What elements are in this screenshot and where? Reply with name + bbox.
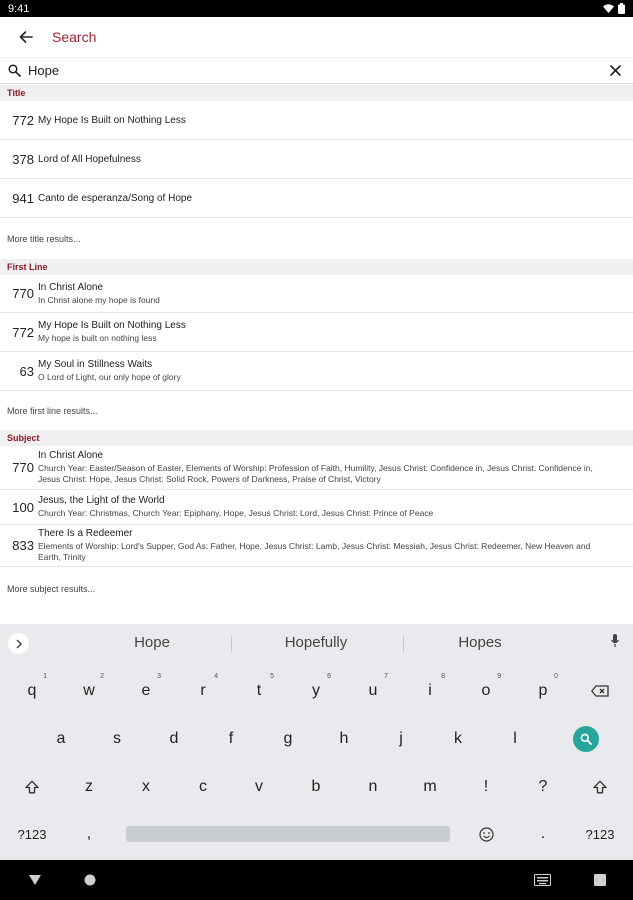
search-icon [0, 64, 28, 77]
page-title: Search [52, 29, 97, 45]
hymn-first-line: In Christ alone my hope is found [38, 294, 160, 305]
battery-icon [618, 3, 625, 14]
emoji-icon [479, 827, 494, 842]
list-item[interactable] [0, 140, 633, 179]
key-s[interactable]: s [113, 730, 121, 747]
microphone-icon[interactable] [611, 634, 619, 648]
key-o[interactable]: o 9 [481, 673, 501, 699]
suggestion-1[interactable]: Hope [134, 634, 170, 651]
suggestion-3[interactable]: Hopes [458, 634, 502, 651]
key-exclamation[interactable]: ! [483, 778, 489, 795]
hymn-number: 378 [12, 151, 34, 167]
key-b[interactable]: b [311, 778, 321, 795]
shift-icon [25, 780, 39, 794]
spacebar[interactable] [126, 826, 450, 842]
hymn-number: 833 [12, 538, 34, 553]
hymn-number: 770 [12, 286, 34, 301]
suggestion-bar [0, 624, 633, 662]
app-bar [0, 17, 633, 58]
chevron-right-icon[interactable] [8, 633, 29, 654]
clear-search-button[interactable] [597, 65, 633, 76]
nav-recents-icon[interactable] [594, 874, 606, 886]
key-i[interactable]: i 8 [428, 673, 445, 699]
list-item[interactable] [0, 490, 633, 525]
key-f[interactable]: f [228, 730, 234, 747]
key-y[interactable]: y 6 [312, 673, 331, 699]
backspace-icon [591, 685, 609, 697]
list-item[interactable] [0, 313, 633, 352]
hymn-title: In Christ Alone [38, 450, 104, 461]
key-period[interactable]: . [540, 825, 546, 842]
nav-back-icon[interactable] [29, 874, 41, 886]
key-d[interactable]: d [169, 730, 179, 747]
key-m[interactable]: m [423, 778, 437, 795]
emoji-key[interactable] [464, 814, 508, 854]
key-c[interactable]: c [199, 778, 207, 795]
hymn-first-line: O Lord of Light, our only hope of glory [38, 372, 181, 382]
on-screen-keyboard [0, 624, 633, 860]
key-p[interactable]: p 0 [538, 673, 558, 699]
hymn-number: 772 [12, 324, 34, 340]
list-item[interactable] [0, 352, 633, 391]
suggestion-2[interactable]: Hopefully [284, 634, 348, 651]
more-first-line-results-link[interactable]: More first line results... [7, 405, 98, 416]
search-icon [573, 726, 599, 752]
hymn-subjects: Church Year: Christmas, Church Year: Epiphany, Hope, Jesus Christ: Lord, Jesus Christ: Prince of Peace [38, 508, 434, 518]
status-bar [0, 0, 633, 17]
search-input[interactable] [28, 59, 597, 83]
hymn-number: 772 [12, 112, 34, 128]
key-t[interactable]: t 5 [256, 673, 274, 699]
hymn-subjects: Church Year: Easter/Season of Easter, Elements of Worship: Profession of Faith, Humility, Jesus Christ: Confidence in, Jesus Christ: Confidence in, Jesus Christ: Hope, Jesus Christ: Solid Rock, Powers of Darkness, Praise of Christ, Victory [38, 463, 593, 484]
hymn-subjects: Elements of Worship: Lord's Supper, God As: Father, Hope, Jesus Christ: Lamb, Jesus Christ: Messiah, Jesus Christ: Redeemer, New Heaven and Earth, Trinity [38, 541, 591, 562]
hymn-title: There Is a Redeemer [38, 528, 133, 539]
key-j[interactable]: j [399, 730, 403, 747]
key-question[interactable]: ? [538, 778, 548, 795]
key-q[interactable]: q 1 [27, 673, 47, 699]
key-l[interactable]: l [513, 730, 517, 747]
hymn-title: My Soul in Stillness Waits [38, 359, 153, 370]
list-item[interactable] [0, 275, 633, 313]
hymn-title: My Hope Is Built on Nothing Less [38, 320, 186, 331]
search-action-key[interactable] [564, 719, 608, 759]
key-z[interactable]: z [85, 778, 93, 795]
hymn-number: 941 [12, 190, 34, 206]
status-icons [603, 3, 625, 14]
key-u[interactable]: u 7 [368, 673, 388, 699]
symbols-key-right[interactable]: ?123 [585, 826, 615, 842]
key-x[interactable]: x [142, 778, 150, 795]
key-a[interactable]: a [56, 730, 66, 747]
key-r[interactable]: r 4 [200, 673, 218, 699]
backspace-key[interactable] [578, 671, 622, 711]
keyboard-switch-icon[interactable] [534, 874, 551, 886]
hymn-number: 63 [19, 363, 34, 379]
search-bar [0, 58, 633, 84]
wifi-icon [603, 4, 614, 13]
hymn-number: 770 [12, 460, 34, 475]
hymn-number: 100 [12, 499, 34, 515]
nav-home-icon[interactable] [84, 874, 96, 886]
key-g[interactable]: g [283, 730, 293, 747]
more-title-results-link[interactable]: More title results... [7, 233, 81, 244]
hymn-title: In Christ Alone [38, 281, 104, 293]
key-w[interactable]: w 2 [83, 673, 104, 699]
hymn-title: Lord of All Hopefulness [38, 153, 141, 165]
arrow-left-icon [19, 31, 33, 43]
section-header-first-line: First Line [0, 259, 633, 275]
key-v[interactable]: v [255, 778, 263, 795]
shift-key[interactable] [10, 767, 54, 807]
list-item[interactable] [0, 446, 633, 490]
key-comma[interactable]: , [86, 825, 92, 842]
hymn-title: Canto de esperanza/Song of Hope [38, 192, 192, 204]
divider [231, 636, 232, 652]
hymn-title: Jesus, the Light of the World [38, 495, 165, 506]
section-header-title: Title [0, 85, 633, 101]
list-item[interactable] [0, 101, 633, 140]
key-h[interactable]: h [339, 730, 349, 747]
section-header-subject: Subject [0, 430, 633, 446]
shift-icon [593, 780, 607, 794]
hymn-title: My Hope Is Built on Nothing Less [38, 114, 186, 126]
symbols-key[interactable]: ?123 [17, 826, 47, 842]
key-k[interactable]: k [454, 730, 462, 747]
status-time: 9:41 [8, 2, 30, 15]
list-item[interactable] [0, 525, 633, 567]
key-e[interactable]: e 3 [141, 673, 161, 699]
back-button[interactable] [0, 17, 52, 58]
list-item[interactable] [0, 179, 633, 218]
shift-key-right[interactable] [578, 767, 622, 807]
more-subject-results-link[interactable]: More subject results... [7, 584, 96, 594]
search-results [0, 85, 633, 623]
navigation-bar [0, 860, 633, 900]
key-n[interactable]: n [368, 778, 378, 795]
hymn-first-line: My hope is built on nothing less [38, 333, 157, 343]
close-icon [610, 65, 621, 76]
